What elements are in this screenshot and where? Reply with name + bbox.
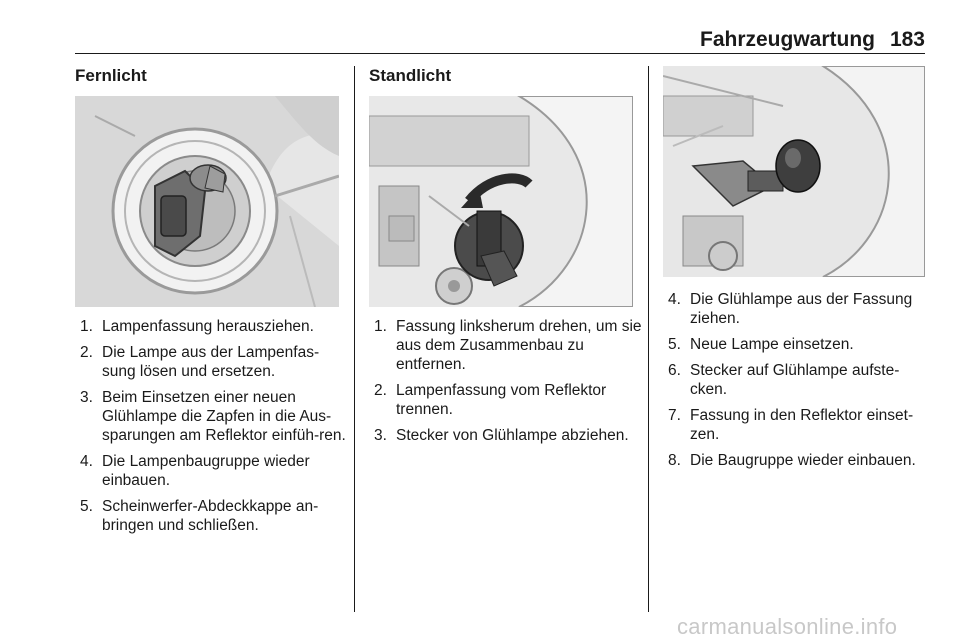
- list-item: 2. Die Lampe aus der Lampenfas-sung lösen und ersetzen.: [80, 344, 320, 380]
- list-item: 3. Stecker von Glühlampe abziehen.: [374, 427, 629, 444]
- column-divider-1: [354, 66, 355, 612]
- list-item: 6. Stecker auf Glühlampe aufste-cken.: [668, 362, 900, 398]
- list-item: 1. Fassung linksherum drehen, um sie aus dem Zusammenbau zu entfernen.: [374, 318, 642, 373]
- column-divider-2: [648, 66, 649, 612]
- page-header-title: Fahrzeugwartung: [700, 28, 876, 51]
- list-item: 4. Die Glühlampe aus der Fassung ziehen.: [668, 291, 913, 327]
- figure-high-beam-bulb: [75, 96, 339, 307]
- list-item: 1. Lampenfassung herausziehen.: [80, 318, 314, 335]
- list-item: 4. Die Lampenbaugruppe wieder einbauen.: [80, 453, 310, 489]
- page-number: 183: [889, 28, 925, 51]
- list-item: 2. Lampenfassung vom Reflektor trennen.: [374, 382, 607, 418]
- list-item: 7. Fassung in den Reflektor einset-zen.: [668, 407, 914, 443]
- list-item: 3. Beim Einsetzen einer neuen Glühlampe die Zapfen in die Aus-sparungen am Reflektor einfüh-ren.: [80, 389, 346, 444]
- watermark-text: carmanualsonline.info: [677, 614, 898, 639]
- section-title-fernlicht: Fernlicht: [75, 66, 147, 85]
- section-title-standlicht: Standlicht: [369, 66, 452, 85]
- standlicht-steps: [374, 317, 644, 452]
- list-item: 5. Scheinwerfer-Abdeckkappe an-bringen und schließen.: [80, 498, 319, 534]
- header-rule: [75, 53, 925, 54]
- fernlicht-steps: [80, 317, 350, 542]
- figure-side-light-socket: [369, 96, 633, 307]
- list-item: 8. Die Baugruppe wieder einbauen.: [668, 452, 916, 469]
- figure-side-light-bulb: [663, 66, 925, 277]
- continued-steps: [668, 290, 930, 477]
- list-item: 5. Neue Lampe einsetzen.: [668, 336, 854, 353]
